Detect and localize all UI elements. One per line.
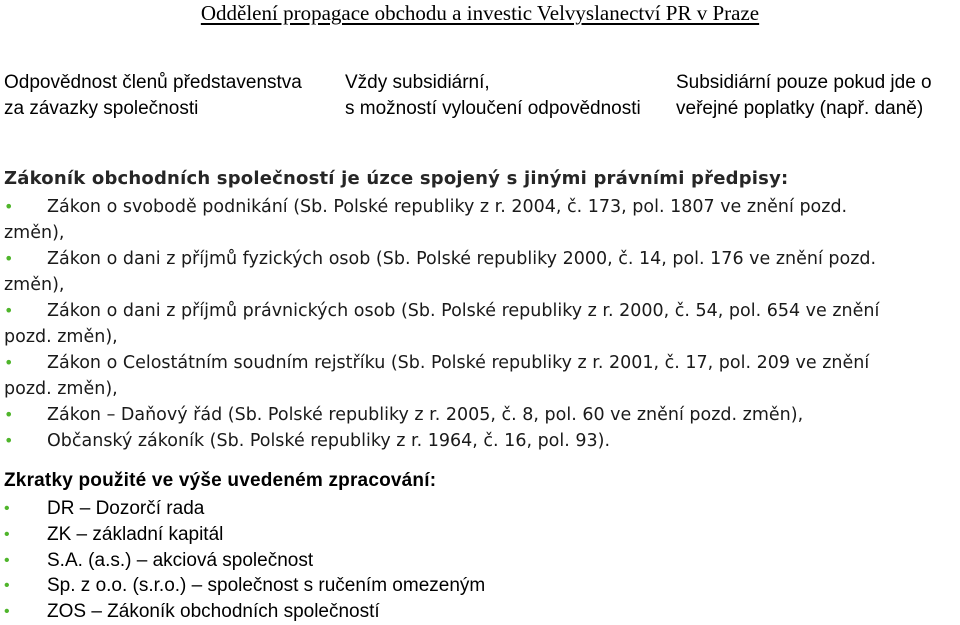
abbreviation-text: ZK – základní kapitál — [47, 523, 224, 545]
list-item — [0, 402, 960, 428]
laws-heading: Zákoník obchodních společností je úzce spojený s jinými právními předpisy: — [4, 168, 789, 189]
bullet-icon: • — [4, 405, 14, 424]
page-title: Oddělení propagace obchodu a investic Velvyslanectví PR v Praze — [200, 1, 760, 25]
bullet-icon: • — [4, 301, 14, 320]
law-line-continued: změn), — [4, 275, 65, 295]
law-line: Zákon o svobodě podnikání (Sb. Polské republiky z r. 2004, č. 173, pol. 1807 ve znění pozd. — [47, 197, 848, 217]
bullet-icon: • — [4, 500, 10, 517]
list-item — [0, 428, 960, 454]
list-item — [0, 573, 960, 599]
bullet-icon: • — [4, 197, 14, 216]
liability-table — [0, 70, 960, 130]
law-line: Zákon o dani z příjmů právnických osob (Sb. Polské republiky z r. 2000, č. 54, pol. 654 ve znění — [47, 301, 880, 321]
bullet-icon: • — [4, 249, 14, 268]
liability-cell-line: Subsidiární pouze pokud jde o — [676, 72, 932, 93]
abbreviations-heading: Zkratky použité ve výše uvedeném zpracování: — [4, 470, 437, 491]
list-item — [0, 298, 960, 350]
liability-cell-line: Vždy subsidiární, — [345, 72, 490, 93]
abbreviation-text: Sp. z o.o. (s.r.o.) – společnost s ručením omezeným — [47, 575, 486, 597]
list-item — [0, 548, 960, 574]
abbreviation-text: DR – Dozorčí rada — [47, 498, 205, 519]
law-line-continued: pozd. změn), — [4, 379, 118, 399]
law-line: Zákon – Daňový řád (Sb. Polské republiky z r. 2005, č. 8, pol. 60 ve znění pozd. změn), — [47, 405, 804, 425]
list-item — [0, 522, 960, 548]
list-item — [0, 350, 960, 402]
bullet-icon: • — [4, 431, 14, 450]
list-item — [0, 194, 960, 246]
abbreviation-list — [0, 496, 960, 625]
liability-cell-line: Odpovědnost členů představenstva — [4, 72, 302, 93]
bullet-icon: • — [4, 603, 10, 621]
bullet-icon: • — [4, 551, 10, 569]
bullet-icon: • — [4, 577, 10, 595]
bullet-icon: • — [4, 353, 14, 372]
bullet-icon: • — [4, 525, 10, 543]
abbreviation-text: ZOS – Zákoník obchodních společností — [47, 601, 380, 623]
liability-cell-subsidiary-fees — [676, 70, 960, 122]
law-line-continued: změn), — [4, 223, 65, 243]
liability-cell-line: s možností vyloučení odpovědnosti — [345, 98, 641, 119]
abbreviation-text: S.A. (a.s.) – akciová společnost — [47, 549, 314, 571]
liability-cell-subject — [4, 70, 339, 122]
law-line: Zákon o dani z příjmů fyzických osob (Sb. Polské republiky 2000, č. 14, pol. 176 ve znění pozd. — [47, 249, 877, 269]
list-item — [0, 246, 960, 298]
law-list — [0, 194, 960, 454]
liability-cell-line: veřejné poplatky (např. daně) — [676, 98, 924, 119]
law-line: Občanský zákoník (Sb. Polské republiky z r. 1964, č. 16, pol. 93). — [47, 431, 611, 451]
list-item — [0, 496, 960, 522]
law-line: Zákon o Celostátním soudním rejstříku (Sb. Polské republiky z r. 2001, č. 17, pol. 209 ve znění — [47, 353, 870, 373]
liability-cell-line: za závazky společnosti — [4, 98, 199, 119]
liability-cell-always-subsidiary — [345, 70, 675, 122]
list-item — [0, 599, 960, 625]
law-line-continued: pozd. změn), — [4, 327, 118, 347]
